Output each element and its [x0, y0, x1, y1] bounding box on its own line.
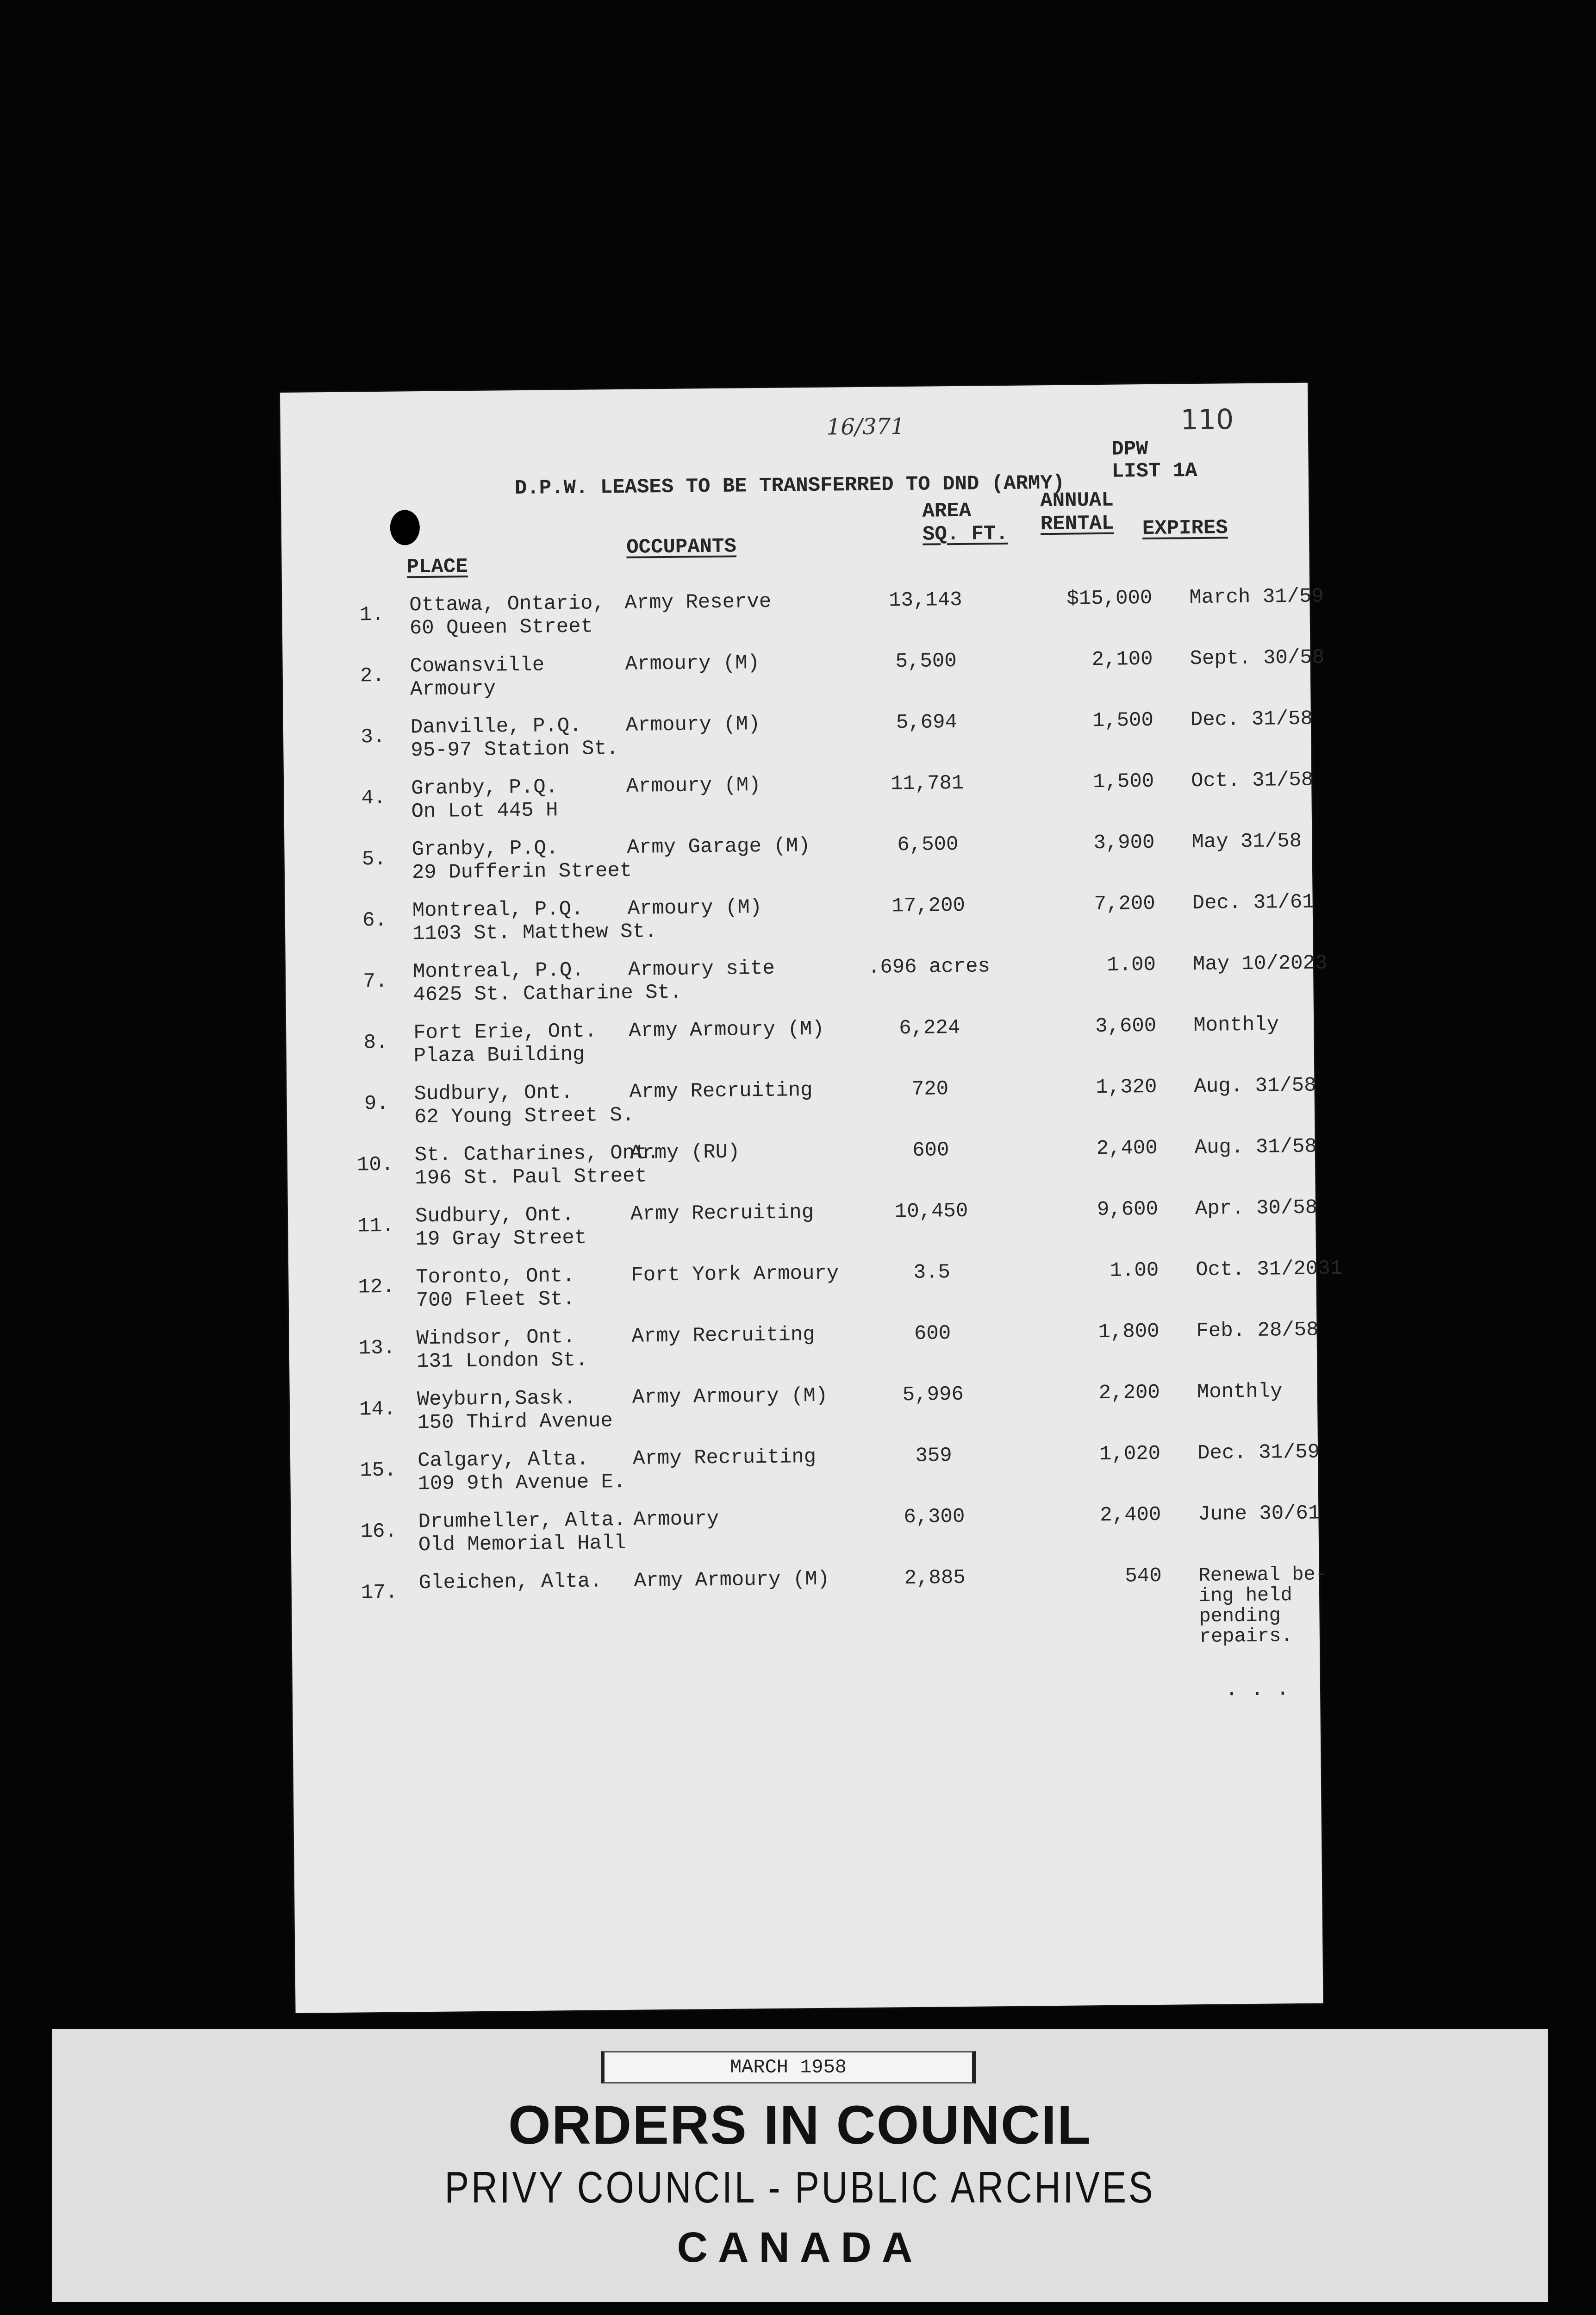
row-area: 359	[915, 1444, 952, 1468]
row-area: 6,500	[897, 832, 959, 857]
row-number: 17.	[361, 1581, 398, 1605]
table-row	[284, 770, 1312, 840]
row-place-line2: Armoury	[410, 677, 496, 701]
table-row	[282, 646, 1325, 718]
row-place-line2: 196 St. Paul Street	[415, 1164, 648, 1190]
table-row	[282, 585, 1324, 657]
row-place-line2: 150 Third Avenue	[417, 1409, 613, 1435]
table-row	[290, 1381, 1318, 1451]
row-place-line1: Danville, P.Q.	[410, 714, 582, 739]
row-number: 11.	[357, 1214, 394, 1238]
row-area: 10,450	[894, 1199, 968, 1224]
row-expires: June 30/61	[1198, 1502, 1321, 1527]
row-place-line1: Granby, P.Q.	[411, 776, 558, 801]
row-number: 15.	[360, 1458, 397, 1483]
row-expires: Aug. 31/58	[1194, 1074, 1316, 1099]
row-expires: Dec. 31/58	[1190, 707, 1313, 732]
row-number: 16.	[360, 1520, 398, 1544]
row-expires: Oct. 31/2031	[1196, 1257, 1343, 1282]
table-row	[288, 1257, 1343, 1329]
table-row	[287, 1137, 1315, 1207]
row-area: 600	[912, 1139, 949, 1162]
header-area-line1: AREA	[922, 499, 972, 523]
row-place-line1: Toronto, Ont.	[416, 1264, 575, 1289]
table-row	[286, 1014, 1314, 1084]
row-occupant: Armoury (M)	[625, 651, 760, 676]
row-number: 4.	[361, 786, 386, 810]
header-expires: EXPIRES	[1142, 516, 1228, 541]
row-occupant: Armoury	[633, 1508, 719, 1532]
row-rental: 3,900	[1093, 831, 1155, 855]
row-rental: 9,600	[1097, 1197, 1159, 1222]
header-rental-line2: RENTAL	[1040, 512, 1114, 536]
row-area: 13,143	[888, 588, 962, 613]
document-page	[280, 383, 1343, 2013]
handwritten-reference: 16/371	[826, 413, 905, 440]
row-place-line1: Weyburn,Sask.	[417, 1386, 576, 1412]
row-place-line2: 19 Gray Street	[415, 1226, 587, 1251]
row-rental: 1.00	[1110, 1258, 1159, 1283]
row-expires: Apr. 30/58	[1195, 1196, 1318, 1221]
row-number: 14.	[359, 1397, 396, 1421]
row-rental: 2,200	[1098, 1381, 1160, 1405]
row-rental: $15,000	[1066, 586, 1153, 611]
row-number: 7.	[363, 970, 388, 994]
row-area: 5,996	[902, 1383, 964, 1407]
row-area: 3.5	[913, 1261, 951, 1284]
row-area: 6,300	[904, 1505, 965, 1529]
row-area: 2,885	[904, 1566, 966, 1590]
document-title: D.P.W. LEASES TO BE TRANSFERRED TO DND (ARMY)	[514, 471, 1065, 501]
row-place-line1: Drumheller, Alta.	[418, 1508, 626, 1534]
header-area-line2: SQ. FT.	[922, 522, 1009, 546]
table-row	[288, 1198, 1316, 1268]
row-place-line2: 95-97 Station St.	[411, 737, 619, 763]
row-rental: 2,100	[1091, 647, 1153, 672]
row-number: 6.	[362, 908, 387, 932]
row-number: 12.	[358, 1275, 395, 1299]
header-rental-line1: ANNUAL	[1040, 488, 1114, 513]
table-row	[287, 1076, 1315, 1145]
row-expires: Feb. 28/58	[1196, 1318, 1319, 1343]
row-place-line2: 29 Dufferin Street	[411, 859, 632, 885]
row-place-line2: 4625 St. Catharine St.	[413, 981, 682, 1007]
row-rental: 2,400	[1100, 1503, 1161, 1527]
row-occupant: Armoury site	[628, 957, 775, 982]
row-area: 600	[914, 1322, 951, 1345]
row-expires: Monthly	[1193, 1013, 1279, 1038]
row-place-line1: Calgary, Alta.	[417, 1447, 589, 1473]
row-area: 17,200	[892, 894, 966, 918]
table-row	[284, 831, 1312, 901]
row-place-line1: Montreal, P.Q.	[412, 897, 584, 923]
row-rental: 540	[1125, 1564, 1162, 1588]
archive-banner	[52, 2029, 1548, 2302]
row-number: 3.	[361, 725, 386, 749]
row-place-line2: 60 Queen Street	[409, 615, 593, 640]
row-rental: 7,200	[1094, 892, 1155, 916]
row-expires: Renewal be- ing held pending repairs.	[1198, 1563, 1328, 1648]
row-place-line1: Cowansville	[410, 653, 545, 678]
row-occupant: Army Armoury (M)	[629, 1017, 824, 1043]
row-area: 5,694	[896, 710, 958, 735]
row-place-line2: 131 London St.	[416, 1348, 588, 1374]
row-number: 13.	[358, 1336, 396, 1360]
row-rental: 2,400	[1096, 1136, 1158, 1161]
row-expires: Monthly	[1197, 1380, 1283, 1404]
row-number: 8.	[363, 1031, 388, 1055]
row-occupant: Armoury (M)	[627, 896, 762, 920]
row-expires: Sept. 30/58	[1190, 646, 1325, 671]
row-place-line2: 1103 St. Matthew St.	[412, 920, 657, 946]
row-expires: Dec. 31/61	[1192, 890, 1315, 915]
table-row	[289, 1320, 1317, 1390]
row-number: 2.	[360, 664, 385, 688]
row-occupant: Army Reserve	[624, 590, 772, 615]
row-occupant: Army Garage (M)	[627, 834, 810, 859]
row-place-line1: Granby, P.Q.	[411, 837, 559, 862]
row-place-line2: 109 9th Avenue E.	[418, 1470, 626, 1496]
table-row	[290, 1442, 1318, 1512]
row-occupant: Army Recruiting	[630, 1201, 814, 1226]
page-number: 110	[1180, 403, 1234, 437]
row-occupant: Armoury (M)	[626, 774, 761, 798]
row-rental: 1,500	[1092, 708, 1154, 733]
row-place-line2: Plaza Building	[413, 1043, 585, 1068]
table-row	[291, 1563, 1328, 1648]
banner-subtitle: PRIVY COUNCIL - PUBLIC ARCHIVES	[444, 2163, 1155, 2212]
month-label: MARCH 1958	[729, 2056, 847, 2078]
row-number: 9.	[364, 1092, 389, 1116]
list-label-line2: LIST 1A	[1111, 459, 1197, 483]
row-place-line2: On Lot 445 H	[411, 799, 558, 824]
row-area: 6,224	[898, 1016, 960, 1040]
row-place-line1: Windsor, Ont.	[416, 1325, 576, 1351]
table-row	[286, 951, 1328, 1023]
banner-title: ORDERS IN COUNCIL	[508, 2095, 1091, 2156]
row-expires: Dec. 31/59	[1197, 1440, 1320, 1465]
row-expires: Aug. 31/58	[1194, 1135, 1317, 1160]
row-occupant: Army Armoury (M)	[632, 1384, 828, 1409]
row-rental: 1,320	[1096, 1075, 1157, 1100]
row-expires: May 10/2023	[1192, 951, 1328, 976]
row-area: 5,500	[895, 649, 957, 674]
banner-country: CANADA	[677, 2224, 923, 2271]
row-expires: Oct. 31/58	[1191, 768, 1314, 793]
row-rental: 3,600	[1095, 1014, 1157, 1039]
row-occupant: Army Recruiting	[632, 1445, 817, 1470]
row-place-line1: Montreal, P.Q.	[412, 958, 584, 984]
row-occupant: Army Recruiting	[631, 1323, 815, 1348]
row-area: .696 acres	[867, 955, 991, 979]
row-occupant: Army Armoury (M)	[634, 1567, 830, 1593]
row-place-line1: St. Catharines, Ont.	[414, 1141, 660, 1167]
row-occupant: Army (RU)	[630, 1140, 740, 1165]
continuation-marker: . . .	[1225, 1677, 1290, 1702]
list-label-line1: DPW	[1111, 438, 1148, 461]
row-place-line1: Sudbury, Ont.	[414, 1081, 574, 1106]
row-place-line2: 700 Fleet St.	[416, 1287, 575, 1313]
row-rental: 1,800	[1098, 1320, 1160, 1344]
row-place-line1: Gleichen, Alta.	[418, 1570, 602, 1595]
row-rental: 1,020	[1099, 1442, 1161, 1466]
table-row	[283, 709, 1311, 779]
header-place: PLACE	[406, 555, 468, 579]
row-place-line1: Ottawa, Ontario,	[409, 592, 605, 617]
punch-hole	[390, 510, 420, 545]
row-number: 10.	[356, 1153, 394, 1177]
row-area: 720	[911, 1077, 949, 1101]
month-box	[601, 2051, 976, 2084]
row-occupant: Fort York Armoury	[631, 1262, 839, 1287]
row-place-line1: Sudbury, Ont.	[415, 1203, 574, 1228]
row-expires: May 31/58	[1191, 829, 1302, 854]
row-occupant: Armoury (M)	[625, 713, 761, 737]
row-area: 11,781	[890, 771, 964, 796]
row-place-line1: Fort Erie, Ont.	[413, 1020, 597, 1045]
header-occupants: OCCUPANTS	[626, 535, 737, 559]
row-occupant: Army Recruiting	[629, 1079, 813, 1104]
row-rental: 1,500	[1092, 770, 1154, 794]
table-row	[285, 892, 1313, 962]
row-number: 1.	[359, 603, 384, 627]
row-expires: March 31/59	[1189, 585, 1324, 610]
table-row	[291, 1503, 1319, 1573]
row-number: 5.	[362, 847, 387, 871]
row-rental: 1.00	[1107, 953, 1156, 977]
row-place-line2: 62 Young Street S.	[414, 1103, 635, 1129]
row-place-line2: Old Memorial Hall	[418, 1531, 627, 1557]
